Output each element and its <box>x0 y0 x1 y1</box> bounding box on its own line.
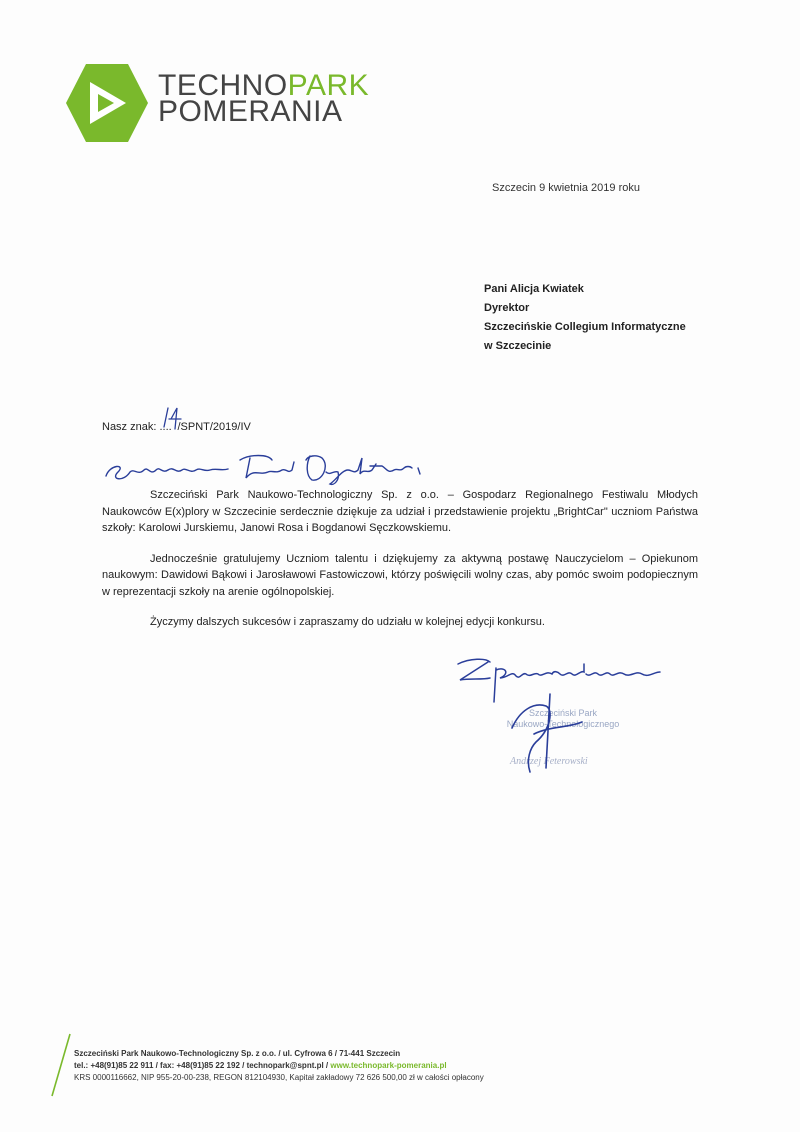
logo-hexagon-icon <box>64 60 150 146</box>
footer-website-link[interactable]: www.technopark-pomerania.pl <box>330 1061 447 1070</box>
logo-pomerania: POMERANIA <box>158 95 343 128</box>
reference-label: Nasz znak: <box>102 421 157 433</box>
stamp-line-1: Szczeciński Park <box>528 708 598 718</box>
handwritten-salutation <box>100 450 430 490</box>
addressee-block <box>484 280 686 356</box>
footer-phone-fax-email: tel.: +48(91)85 22 911 / fax: +48(91)85 22 192 / technopark@spnt.pl / <box>74 1061 329 1070</box>
logo-techno: TECHNO <box>158 69 288 102</box>
letter-body <box>102 487 698 645</box>
stamp-line-2: Naukowo-Technologicznego <box>506 719 620 729</box>
body-paragraph-2: Jednocześnie gratulujemy Uczniom talentu i dziękujemy za aktywną postawę Nauczycielom – Opiekunom naukowym: Dawidowi Bąkowi i Jarosławowi Fastowiczowi, którzy poświęcili wolny czas, aby pomóc swoim podopiecznym w reprezentacji szkoły na arenie ogólnopolskiej. <box>102 552 698 598</box>
reference-handwritten-number <box>159 421 177 433</box>
reference-suffix: /SPNT/2019/IV <box>177 421 251 433</box>
addressee-title: Dyrektor <box>484 302 530 314</box>
handwritten-14 <box>159 405 189 431</box>
reference-dots: .... <box>159 421 172 433</box>
footer-company-address: Szczeciński Park Naukowo-Technologiczny Sp. z o.o. / ul. Cyfrowa 6 / 71-441 Szczecin <box>74 1049 401 1058</box>
footer-registration: KRS 0000116662, NIP 955-20-00-238, REGON 812104930, Kapitał zakładowy 72 626 500,00 zł w całości opłacony <box>74 1073 484 1082</box>
letter-footer <box>48 1030 768 1110</box>
letter-date: Szczecin 9 kwietnia 2019 roku <box>492 182 640 194</box>
handwritten-closing-signature <box>450 650 680 780</box>
addressee-city: w Szczecinie <box>484 340 552 352</box>
body-paragraph-3: Życzymy dalszych sukcesów i zapraszamy do udziału w kolejnej edycji konkursu. <box>150 616 545 628</box>
body-paragraph-1: Szczeciński Park Naukowo-Technologiczny Sp. z o.o. – Gospodarz Regionalnego Festiwalu Młodych Naukowców E(x)plory w Szczecinie serdecznie dziękuje za udział i przedstawienie projektu „BrightCar" uczniom Państwa szkoły: Karolowi Jurskiemu, Janowi Rosa i Bogdanowi Sęczkowskiemu. <box>102 489 698 534</box>
stamp-name: Andrzej Feterowski <box>510 756 588 767</box>
reference-number <box>102 421 251 433</box>
technopark-logo <box>64 60 370 150</box>
logo-park: PARK <box>287 69 370 102</box>
addressee-institution: Szczecińskie Collegium Informatyczne <box>484 321 686 333</box>
logo-wordmark <box>158 69 370 128</box>
addressee-name: Pani Alicja Kwiatek <box>484 283 584 295</box>
footer-contact <box>74 1060 484 1072</box>
footer-text <box>74 1048 484 1084</box>
